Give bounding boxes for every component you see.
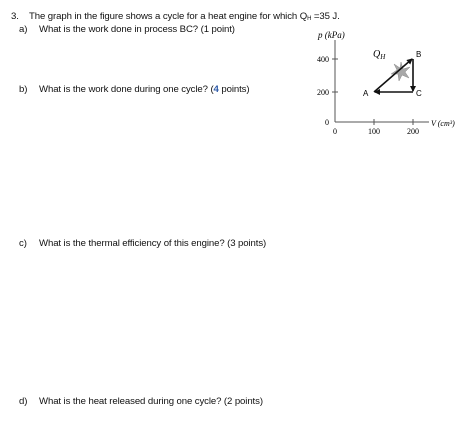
stem-text-after: =35 J. [311,11,340,22]
question-a-label: a) [19,24,28,35]
heat-label-q: Q [373,49,381,60]
question-a [19,24,235,36]
heat-label [373,49,386,61]
question-c-text: What is the thermal efficiency of this engine? (3 points) [39,238,267,249]
pv-diagram [300,30,470,142]
x-tick-label-0: 0 [333,127,337,136]
stem-subscript: H [307,16,312,22]
x-axis-label: V (cm³) [431,119,455,128]
question-c-label: c) [19,238,27,249]
question-b-text: What is the work done during one cycle? ( [39,84,214,95]
question-a-text: What is the work done in process BC? (1 point) [39,24,235,35]
y-axis-label: p (kPa) [318,30,345,40]
point-a-label: A [363,89,369,98]
y-tick-label-0: 0 [325,118,329,127]
x-tick-label-100: 100 [368,127,380,136]
y-tick-label-200: 200 [317,88,329,97]
heat-label-subscript: H [380,53,386,61]
question-b [19,84,249,96]
question-c [19,238,266,250]
x-tick-label-200: 200 [407,127,419,136]
point-c-label: C [416,89,422,98]
question-d-label: d) [19,396,28,407]
question-b-points-highlight: 4 [213,84,219,95]
question-d-text: What is the heat released during one cycle? (2 points) [39,396,263,407]
stem-text-before: The graph in the figure shows a cycle for a heat engine for which Q [29,11,308,22]
point-b-label: B [416,50,422,59]
problem-number: 3. [11,11,19,22]
heat-input-burst-icon [391,62,410,81]
question-b-label: b) [19,84,28,95]
question-d [19,396,263,408]
y-tick-label-400: 400 [317,55,329,64]
question-b-text-end: points) [218,84,250,95]
problem-stem [11,11,340,23]
